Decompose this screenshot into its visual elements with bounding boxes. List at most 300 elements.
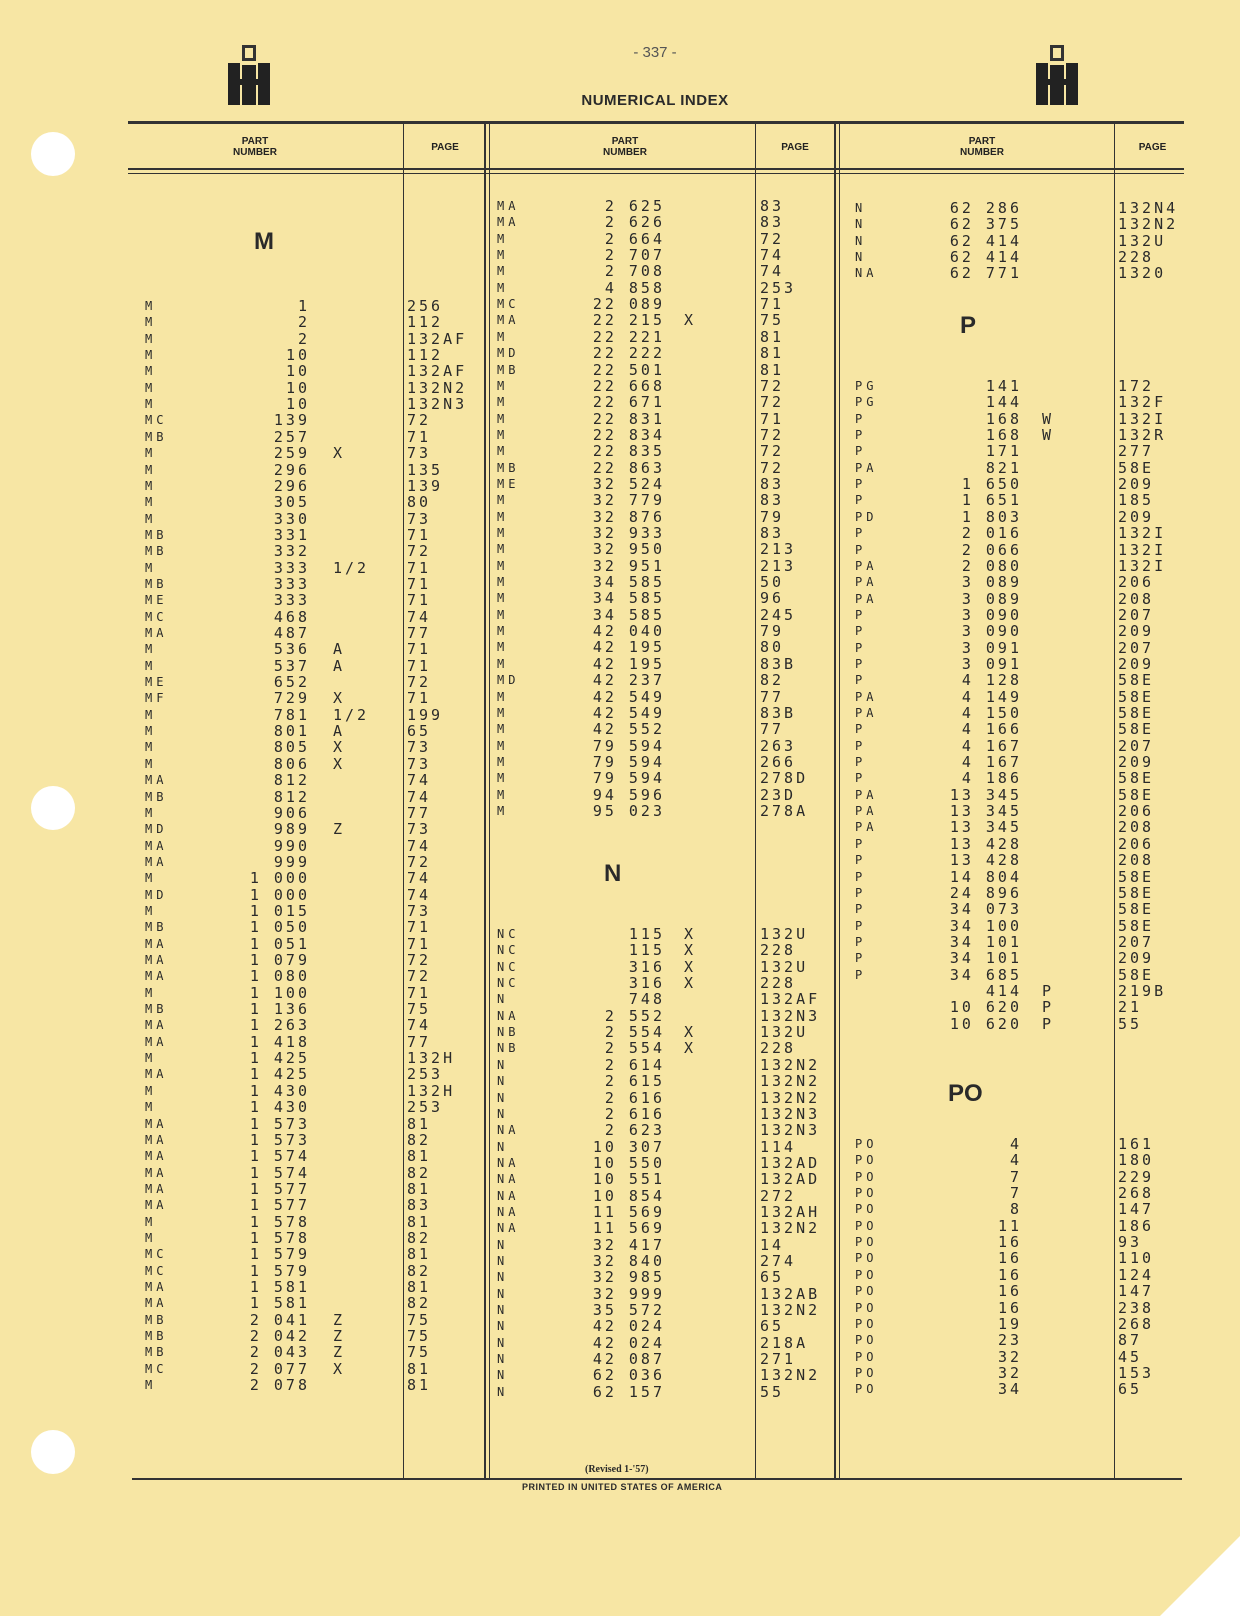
part-number: 34 585 bbox=[592, 589, 665, 607]
part-number: 34 685 bbox=[949, 966, 1022, 984]
page-ref: 55 bbox=[1118, 1015, 1143, 1033]
part-prefix: PO bbox=[855, 1153, 878, 1167]
part-number: 1 577 bbox=[249, 1180, 310, 1198]
part-number: 316 bbox=[628, 958, 665, 976]
page-ref: 132AF bbox=[407, 362, 468, 380]
part-prefix: M bbox=[497, 428, 509, 442]
page-ref: 81 bbox=[760, 361, 785, 379]
part-number: 4 858 bbox=[604, 279, 665, 297]
part-prefix: NB bbox=[497, 1025, 520, 1039]
part-number: 32 840 bbox=[592, 1252, 665, 1270]
part-number: 34 bbox=[997, 1380, 1022, 1398]
part-prefix: MA bbox=[145, 773, 168, 787]
page-ref: 112 bbox=[407, 313, 444, 331]
part-number: 2 080 bbox=[961, 557, 1022, 575]
part-number: 32 bbox=[997, 1348, 1022, 1366]
part-prefix: MD bbox=[145, 822, 168, 836]
part-prefix: MA bbox=[145, 1280, 168, 1294]
page-ref: 132AD bbox=[760, 1154, 821, 1172]
part-prefix: MA bbox=[145, 1182, 168, 1196]
part-prefix: NA bbox=[497, 1009, 520, 1023]
part-number: 35 572 bbox=[592, 1301, 665, 1319]
page-ref: 132N2 bbox=[1118, 215, 1179, 233]
part-prefix: P bbox=[855, 641, 867, 655]
page-ref: 132F bbox=[1118, 393, 1167, 411]
part-number: 34 585 bbox=[592, 606, 665, 624]
part-number: 13 345 bbox=[949, 786, 1022, 804]
page-ref: 72 bbox=[407, 673, 432, 691]
part-number: 2 623 bbox=[604, 1121, 665, 1139]
page-ref: 266 bbox=[760, 753, 797, 771]
part-number: 652 bbox=[273, 673, 310, 691]
part-prefix: PG bbox=[855, 395, 878, 409]
part-number: 4 167 bbox=[961, 753, 1022, 771]
part-number: 34 101 bbox=[949, 933, 1022, 951]
page-ref: 228 bbox=[1118, 248, 1155, 266]
part-number: 34 585 bbox=[592, 573, 665, 591]
page-ref: 272 bbox=[760, 1187, 797, 1205]
page-ref: 55 bbox=[760, 1383, 785, 1401]
page-ref: 79 bbox=[760, 508, 785, 526]
part-suffix: P bbox=[1042, 982, 1055, 1000]
page-ref: 263 bbox=[760, 737, 797, 755]
part-prefix: M bbox=[497, 722, 509, 736]
part-number: 296 bbox=[273, 477, 310, 495]
page-ref: 74 bbox=[407, 837, 432, 855]
part-prefix: M bbox=[145, 871, 157, 885]
page-ref: 147 bbox=[1118, 1200, 1155, 1218]
part-number: 990 bbox=[273, 837, 310, 855]
page-ref: 72 bbox=[407, 411, 432, 429]
part-number: 1 574 bbox=[249, 1164, 310, 1182]
part-number: 2 077 bbox=[249, 1360, 310, 1378]
part-prefix: MA bbox=[145, 1149, 168, 1163]
part-number: 487 bbox=[273, 624, 310, 642]
part-number: 4 166 bbox=[961, 720, 1022, 738]
header-rule bbox=[128, 168, 1184, 170]
page-ref: 271 bbox=[760, 1350, 797, 1368]
part-prefix: P bbox=[855, 477, 867, 491]
page-ref: 72 bbox=[407, 542, 432, 560]
part-prefix: M bbox=[145, 364, 157, 378]
page-ref: 132N3 bbox=[760, 1105, 821, 1123]
page-ref: 238 bbox=[1118, 1299, 1155, 1317]
part-prefix: ME bbox=[145, 593, 168, 607]
part-number: 32 bbox=[997, 1364, 1022, 1382]
page-ref: 71 bbox=[407, 575, 432, 593]
page-ref: 245 bbox=[760, 606, 797, 624]
page-ref: 58E bbox=[1118, 966, 1155, 984]
part-number: 10 307 bbox=[592, 1138, 665, 1156]
part-prefix: MB bbox=[145, 1313, 168, 1327]
page-ref: 58E bbox=[1118, 671, 1155, 689]
page-ref: 132N2 bbox=[760, 1072, 821, 1090]
page-ref: 228 bbox=[760, 974, 797, 992]
part-number-header-2: PART NUMBER bbox=[603, 136, 647, 158]
part-prefix: PD bbox=[855, 510, 878, 524]
part-prefix: N bbox=[497, 1385, 509, 1399]
page-ref: 96 bbox=[760, 589, 785, 607]
page-ref: 75 bbox=[407, 1000, 432, 1018]
page-ref: 82 bbox=[407, 1294, 432, 1312]
page-ref: 71 bbox=[407, 918, 432, 936]
page-ref: 82 bbox=[407, 1262, 432, 1280]
part-prefix: MA bbox=[145, 1296, 168, 1310]
part-number: 32 417 bbox=[592, 1236, 665, 1254]
part-prefix: MA bbox=[145, 937, 168, 951]
part-number: 16 bbox=[997, 1249, 1022, 1267]
part-prefix: M bbox=[145, 479, 157, 493]
part-number: 805 bbox=[273, 738, 310, 756]
part-prefix: N bbox=[497, 1270, 509, 1284]
part-suffix: X bbox=[684, 958, 697, 976]
part-prefix: NA bbox=[855, 266, 878, 280]
page-ref: 82 bbox=[407, 1229, 432, 1247]
part-prefix: PO bbox=[855, 1317, 878, 1331]
part-prefix: MD bbox=[145, 888, 168, 902]
part-prefix: N bbox=[497, 1303, 509, 1317]
page-ref: 72 bbox=[407, 853, 432, 871]
part-prefix: MA bbox=[145, 839, 168, 853]
part-number: 2 554 bbox=[604, 1039, 665, 1057]
part-number: 94 596 bbox=[592, 786, 665, 804]
part-number: 1 015 bbox=[249, 902, 310, 920]
part-prefix: M bbox=[145, 1378, 157, 1392]
part-prefix: N bbox=[497, 1319, 509, 1333]
part-prefix: P bbox=[855, 428, 867, 442]
page-ref: 207 bbox=[1118, 639, 1155, 657]
part-number: 32 779 bbox=[592, 491, 665, 509]
page-ref: 83 bbox=[760, 491, 785, 509]
part-number: 168 bbox=[985, 410, 1022, 428]
part-number: 316 bbox=[628, 974, 665, 992]
part-prefix: N bbox=[497, 1140, 509, 1154]
part-prefix: MB bbox=[145, 430, 168, 444]
part-prefix: M bbox=[497, 788, 509, 802]
page-ref: 75 bbox=[407, 1311, 432, 1329]
torn-corner bbox=[1160, 1536, 1240, 1616]
page-ref: 14 bbox=[760, 1236, 785, 1254]
part-suffix: W bbox=[1042, 410, 1055, 428]
part-number: 22 831 bbox=[592, 410, 665, 428]
part-prefix: M bbox=[145, 381, 157, 395]
page-ref: 132U bbox=[760, 925, 809, 943]
page-ref: 114 bbox=[760, 1138, 797, 1156]
part-prefix: MA bbox=[497, 215, 520, 229]
page-ref: 132H bbox=[407, 1049, 456, 1067]
page-ref: 207 bbox=[1118, 933, 1155, 951]
part-number: 2 043 bbox=[249, 1343, 310, 1361]
page-ref: 81 bbox=[407, 1360, 432, 1378]
part-number: 2 066 bbox=[961, 541, 1022, 559]
page-ref: 72 bbox=[760, 377, 785, 395]
part-number: 23 bbox=[997, 1331, 1022, 1349]
part-prefix: MB bbox=[145, 577, 168, 591]
page-ref: 74 bbox=[407, 1016, 432, 1034]
part-prefix: MB bbox=[145, 790, 168, 804]
part-prefix: NC bbox=[497, 976, 520, 990]
page-ref: 208 bbox=[1118, 818, 1155, 836]
part-prefix: PA bbox=[855, 706, 878, 720]
part-number: 4 150 bbox=[961, 704, 1022, 722]
part-number: 11 569 bbox=[592, 1203, 665, 1221]
part-suffix: 1/2 bbox=[333, 559, 370, 577]
part-number: 2 bbox=[297, 330, 310, 348]
page-ref: 81 bbox=[407, 1376, 432, 1394]
part-number: 1 574 bbox=[249, 1147, 310, 1165]
part-prefix: P bbox=[855, 919, 867, 933]
part-prefix: M bbox=[145, 397, 157, 411]
page-ref: 110 bbox=[1118, 1249, 1155, 1267]
page-ref: 268 bbox=[1118, 1315, 1155, 1333]
page-ref: 71 bbox=[407, 428, 432, 446]
part-number: 468 bbox=[273, 608, 310, 626]
part-prefix: MA bbox=[145, 1117, 168, 1131]
part-prefix: PG bbox=[855, 379, 878, 393]
part-number: 3 091 bbox=[961, 639, 1022, 657]
part-number: 1 079 bbox=[249, 951, 310, 969]
part-number: 4 186 bbox=[961, 769, 1022, 787]
part-prefix: M bbox=[145, 724, 157, 738]
col-divider-5 bbox=[1114, 121, 1115, 1478]
page-ref: 73 bbox=[407, 902, 432, 920]
part-prefix: PO bbox=[855, 1284, 878, 1298]
part-prefix: PO bbox=[855, 1235, 878, 1249]
part-number: 22 222 bbox=[592, 344, 665, 362]
part-number: 4 149 bbox=[961, 688, 1022, 706]
part-suffix: P bbox=[1042, 998, 1055, 1016]
part-suffix: X bbox=[333, 689, 346, 707]
page-ref: 82 bbox=[407, 1131, 432, 1149]
part-number: 115 bbox=[628, 925, 665, 943]
part-suffix: X bbox=[684, 925, 697, 943]
part-prefix: PO bbox=[855, 1170, 878, 1184]
part-prefix: P bbox=[855, 412, 867, 426]
part-number: 22 215 bbox=[592, 311, 665, 329]
page-ref: 274 bbox=[760, 1252, 797, 1270]
part-number: 13 345 bbox=[949, 802, 1022, 820]
part-number: 2 554 bbox=[604, 1023, 665, 1041]
part-number: 32 985 bbox=[592, 1268, 665, 1286]
part-number: 42 237 bbox=[592, 671, 665, 689]
page-title: NUMERICAL INDEX bbox=[581, 92, 729, 109]
part-number: 821 bbox=[985, 459, 1022, 477]
page-ref: 50 bbox=[760, 573, 785, 591]
part-prefix: M bbox=[145, 463, 157, 477]
part-prefix: PO bbox=[855, 1333, 878, 1347]
part-prefix: M bbox=[497, 379, 509, 393]
page-ref: 207 bbox=[1118, 606, 1155, 624]
part-prefix: M bbox=[145, 904, 157, 918]
part-prefix: M bbox=[145, 332, 157, 346]
part-prefix: P bbox=[855, 771, 867, 785]
page-ref: 58E bbox=[1118, 688, 1155, 706]
part-prefix: M bbox=[497, 281, 509, 295]
part-prefix: P bbox=[855, 853, 867, 867]
page-ref: 73 bbox=[407, 738, 432, 756]
page-ref: 132AH bbox=[760, 1203, 821, 1221]
part-number: 1 581 bbox=[249, 1294, 310, 1312]
part-prefix: ME bbox=[145, 675, 168, 689]
part-prefix: NA bbox=[497, 1221, 520, 1235]
part-prefix: PA bbox=[855, 690, 878, 704]
part-prefix: N bbox=[497, 1238, 509, 1252]
col-divider-4 bbox=[834, 121, 836, 1478]
part-number: 34 101 bbox=[949, 949, 1022, 967]
page-number: - 337 - bbox=[633, 44, 677, 61]
part-prefix: M bbox=[145, 348, 157, 362]
bottom-rule bbox=[132, 1478, 1182, 1480]
part-prefix: M bbox=[497, 624, 509, 638]
part-prefix: PO bbox=[855, 1301, 878, 1315]
part-prefix: P bbox=[855, 951, 867, 965]
part-number: 42 087 bbox=[592, 1350, 665, 1368]
page-ref: 208 bbox=[1118, 590, 1155, 608]
part-suffix: X bbox=[333, 1360, 346, 1378]
part-prefix: PA bbox=[855, 575, 878, 589]
part-number: 10 551 bbox=[592, 1170, 665, 1188]
part-suffix: A bbox=[333, 722, 346, 740]
part-number: 1 578 bbox=[249, 1229, 310, 1247]
part-number: 32 524 bbox=[592, 475, 665, 493]
page-ref: 132I bbox=[1118, 524, 1167, 542]
page-ref: 82 bbox=[407, 1164, 432, 1182]
part-prefix: M bbox=[145, 740, 157, 754]
page-ref: 81 bbox=[407, 1213, 432, 1231]
part-prefix: P bbox=[855, 543, 867, 557]
page-ref: 83B bbox=[760, 655, 797, 673]
part-number: 1 573 bbox=[249, 1131, 310, 1149]
part-prefix: N bbox=[497, 1254, 509, 1268]
page-ref: 73 bbox=[407, 510, 432, 528]
part-number: 16 bbox=[997, 1233, 1022, 1251]
page-ref: 81 bbox=[407, 1180, 432, 1198]
part-number: 141 bbox=[985, 377, 1022, 395]
page-ref: 172 bbox=[1118, 377, 1155, 395]
part-number: 3 089 bbox=[961, 573, 1022, 591]
part-number: 331 bbox=[273, 526, 310, 544]
part-prefix: P bbox=[855, 673, 867, 687]
page-ref: 278D bbox=[760, 769, 809, 787]
page-ref: 75 bbox=[407, 1327, 432, 1345]
part-number: 537 bbox=[273, 657, 310, 675]
page-ref: 186 bbox=[1118, 1217, 1155, 1235]
part-number: 22 501 bbox=[592, 361, 665, 379]
part-prefix: MA bbox=[145, 1133, 168, 1147]
part-prefix: M bbox=[145, 446, 157, 460]
part-prefix: PA bbox=[855, 461, 878, 475]
page-ref: 112 bbox=[407, 346, 444, 364]
part-suffix: X bbox=[684, 941, 697, 959]
part-prefix: MB bbox=[145, 1345, 168, 1359]
page-ref: 71 bbox=[407, 935, 432, 953]
part-number: 812 bbox=[273, 788, 310, 806]
page-ref: 58E bbox=[1118, 917, 1155, 935]
part-prefix: NC bbox=[497, 927, 520, 941]
part-prefix: N bbox=[855, 234, 867, 248]
part-number: 305 bbox=[273, 493, 310, 511]
part-prefix: MB bbox=[145, 1002, 168, 1016]
part-prefix: M bbox=[497, 412, 509, 426]
part-number: 2 615 bbox=[604, 1072, 665, 1090]
part-suffix: X bbox=[684, 974, 697, 992]
page-ref: 153 bbox=[1118, 1364, 1155, 1382]
part-number: 1 579 bbox=[249, 1262, 310, 1280]
part-prefix: MA bbox=[497, 199, 520, 213]
page-header-3: PAGE bbox=[1138, 142, 1167, 153]
part-suffix: P bbox=[1042, 1015, 1055, 1033]
part-prefix: M bbox=[497, 804, 509, 818]
part-number: 1 000 bbox=[249, 886, 310, 904]
part-number: 1 425 bbox=[249, 1065, 310, 1083]
part-prefix: NA bbox=[497, 1172, 520, 1186]
page-ref: 72 bbox=[760, 426, 785, 444]
part-prefix: M bbox=[145, 708, 157, 722]
page-ref: 209 bbox=[1118, 508, 1155, 526]
page-ref: 58E bbox=[1118, 459, 1155, 477]
part-number: 22 221 bbox=[592, 328, 665, 346]
part-prefix: MF bbox=[145, 691, 168, 705]
page-ref: 71 bbox=[407, 559, 432, 577]
part-prefix: N bbox=[497, 1352, 509, 1366]
part-prefix: M bbox=[497, 510, 509, 524]
part-number: 10 bbox=[285, 395, 310, 413]
section-letter-p: P bbox=[960, 312, 977, 339]
part-prefix: M bbox=[145, 806, 157, 820]
page-ref: 71 bbox=[760, 410, 785, 428]
page-ref: 77 bbox=[760, 720, 785, 738]
page-ref: 132U bbox=[760, 1023, 809, 1041]
part-number: 2 041 bbox=[249, 1311, 310, 1329]
part-number: 333 bbox=[273, 559, 310, 577]
page-ref: 71 bbox=[407, 689, 432, 707]
page-ref: 81 bbox=[407, 1147, 432, 1165]
part-number: 42 195 bbox=[592, 655, 665, 673]
page-ref: 132N3 bbox=[407, 395, 468, 413]
part-suffix: X bbox=[684, 1039, 697, 1057]
binder-hole-top bbox=[31, 132, 75, 176]
part-number: 32 951 bbox=[592, 557, 665, 575]
part-prefix: PO bbox=[855, 1202, 878, 1216]
page-ref: 81 bbox=[760, 328, 785, 346]
part-prefix: M bbox=[497, 575, 509, 589]
part-prefix: PO bbox=[855, 1186, 878, 1200]
page-ref: 74 bbox=[407, 869, 432, 887]
part-prefix: MC bbox=[145, 1362, 168, 1376]
part-number: 1 430 bbox=[249, 1082, 310, 1100]
page-ref: 213 bbox=[760, 540, 797, 558]
part-suffix: Z bbox=[333, 820, 346, 838]
part-number: 1 425 bbox=[249, 1049, 310, 1067]
part-number: 2 616 bbox=[604, 1089, 665, 1107]
part-number: 62 414 bbox=[949, 232, 1022, 250]
page-ref: 132U bbox=[1118, 232, 1167, 250]
part-suffix: Z bbox=[333, 1327, 346, 1345]
part-prefix: M bbox=[145, 757, 157, 771]
part-number: 32 999 bbox=[592, 1285, 665, 1303]
page-ref: 80 bbox=[407, 493, 432, 511]
part-prefix: MB bbox=[145, 1329, 168, 1343]
page-ref: 71 bbox=[407, 984, 432, 1002]
part-number: 19 bbox=[997, 1315, 1022, 1333]
part-prefix: M bbox=[497, 771, 509, 785]
part-prefix: NB bbox=[497, 1041, 520, 1055]
page-ref: 132I bbox=[1118, 557, 1167, 575]
part-prefix: MB bbox=[145, 920, 168, 934]
part-prefix: M bbox=[497, 232, 509, 246]
part-prefix: PA bbox=[855, 804, 878, 818]
part-number: 729 bbox=[273, 689, 310, 707]
